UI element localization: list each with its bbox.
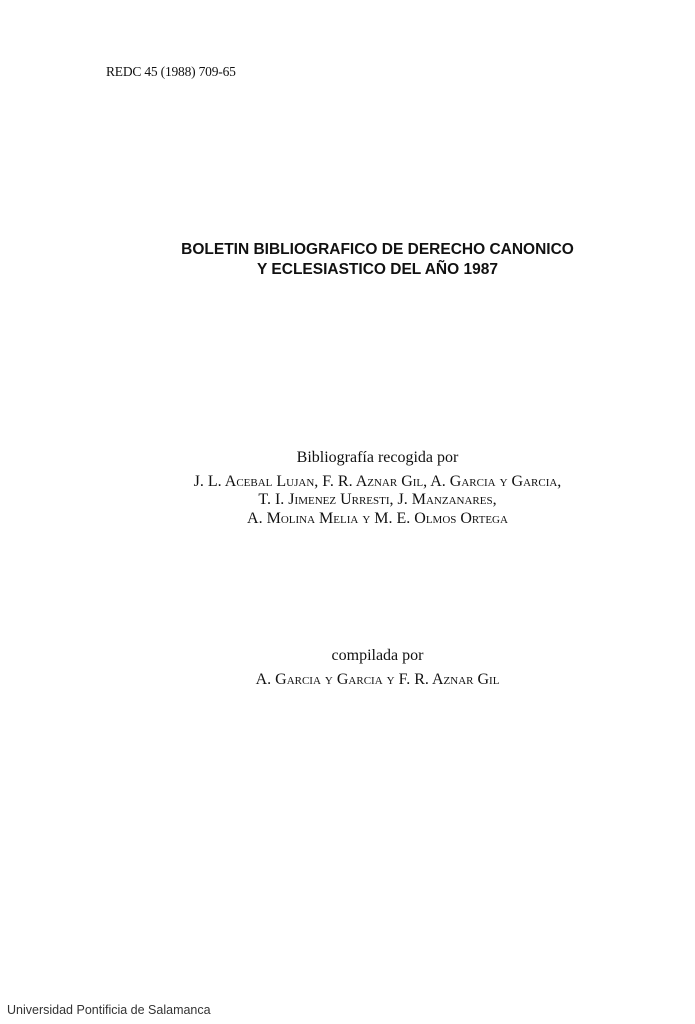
compiled-by-label: compilada por: [331, 647, 424, 664]
compiler-line: A. Garcia y Garcia y F. R. Aznar Gil: [255, 670, 500, 688]
author-line-2: T. I. Jimenez Urresti, J. Manzanares,: [258, 491, 497, 508]
compiled-by-block: [0, 647, 695, 689]
author-line-1: J. L. Acebal Lujan, F. R. Aznar Gil, A. Garcia y Garcia,: [193, 472, 562, 490]
title-line-2: Y ECLESIASTICO DEL AÑO 1987: [257, 261, 498, 278]
institution-watermark: Universidad Pontificia de Salamanca: [7, 1003, 211, 1017]
collected-by-label: Bibliografía recogida por: [296, 449, 459, 466]
author-line-3: A. Molina Melia y M. E. Olmos Ortega: [247, 509, 508, 527]
title-line-1: BOLETIN BIBLIOGRAFICO DE DERECHO CANONICO: [181, 241, 574, 258]
journal-reference: REDC 45 (1988) 709-65: [106, 64, 236, 79]
collected-by-block: [0, 449, 695, 528]
document-title: [0, 240, 695, 280]
